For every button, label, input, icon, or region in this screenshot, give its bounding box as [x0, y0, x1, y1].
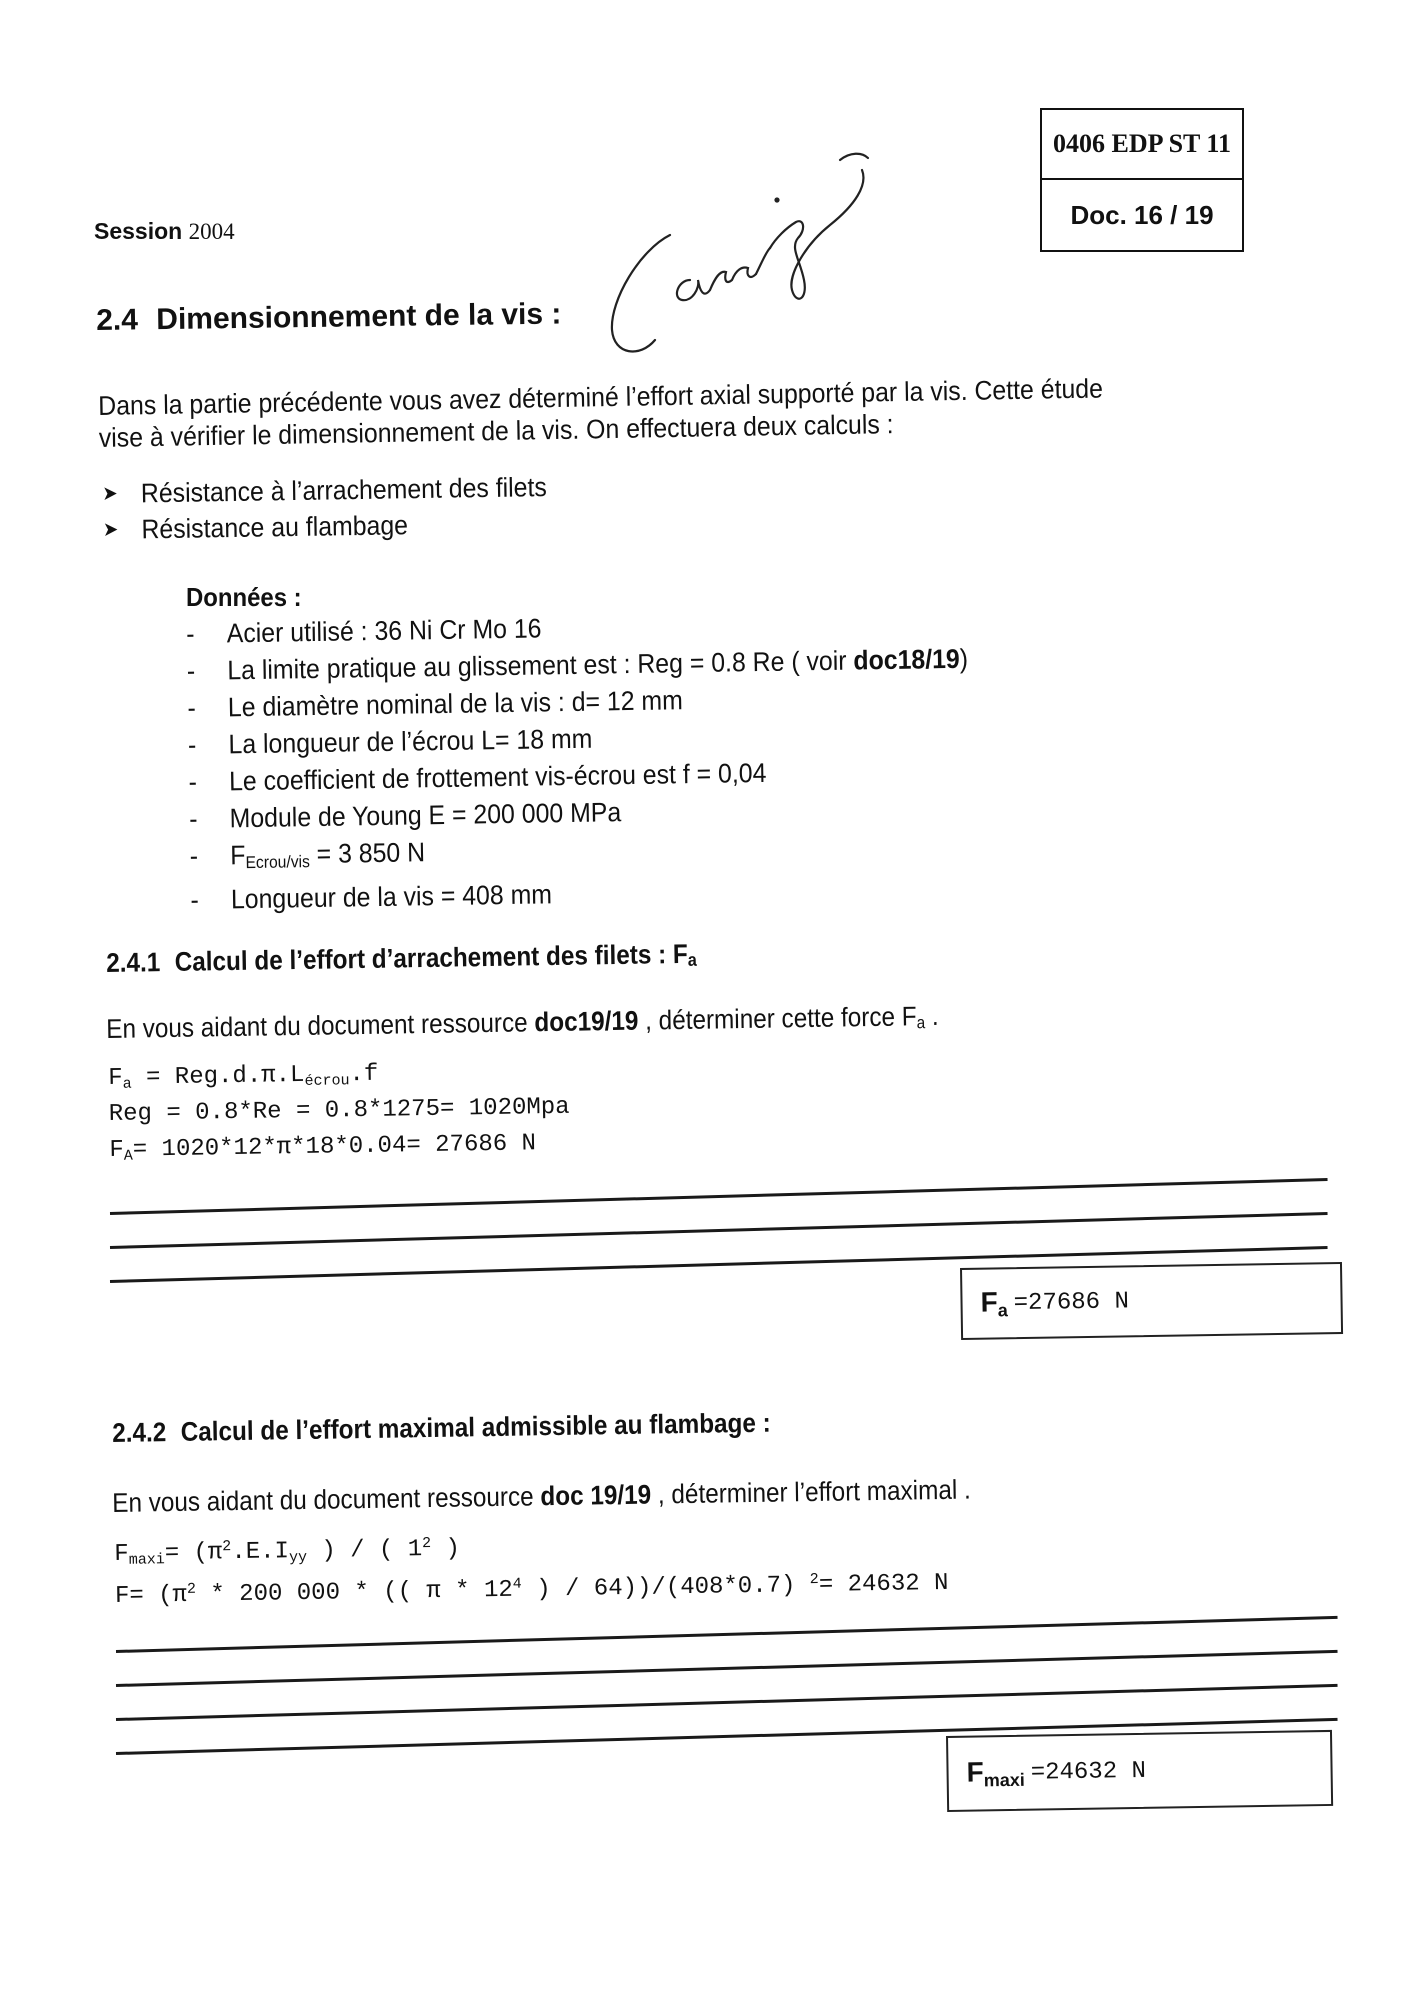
calc-text: F — [108, 1064, 123, 1092]
subsection-heading-2-4-1 — [106, 939, 697, 980]
item-text: Le coefficient de frottement vis-écrou est f = 0,04 — [228, 757, 767, 797]
handwritten-corrige-icon — [600, 130, 880, 360]
donnees-title: Données : — [186, 582, 302, 612]
instruction-2-4-2 — [112, 1475, 971, 1519]
instruction-text: En vous aidant du document ressource — [106, 1007, 535, 1044]
answer-line — [116, 1616, 1338, 1653]
list-item: - $F_{Ecrou/vis} = 3$ 850 N — [189, 837, 426, 873]
arrow-bullet-icon: ➤ — [102, 482, 118, 505]
title-subscript: a — [687, 949, 698, 970]
list-item: - Acier utilisé : 36 Ni Cr Mo 16 — [186, 604, 968, 653]
list-item: - La longueur de l’écrou L= 18 mm — [188, 715, 970, 764]
doc-reference: doc 19/19 — [540, 1479, 652, 1512]
instruction-text-after: , déterminer cette force F — [638, 1001, 917, 1036]
instruction-subscript: a — [916, 1013, 926, 1033]
session-text: Session — [94, 218, 183, 244]
calc-text: F= (π — [114, 1581, 188, 1610]
calc-sup: 2 — [421, 1535, 432, 1553]
calc-text: .E.I — [231, 1538, 290, 1567]
calc-sup: 2 — [186, 1580, 197, 1598]
doc-page-number: Doc. 16 / 19 — [1070, 199, 1214, 230]
calc-sub: yy — [288, 1548, 308, 1567]
force-subscript: Ecrou/vis — [245, 852, 311, 873]
result-label — [980, 1286, 1008, 1321]
calc-text: F — [109, 1136, 124, 1164]
calculation-2-4-2 — [114, 1521, 949, 1612]
item-text: = 3 850 N — [309, 837, 426, 870]
section-title: Dimensionnement de la vis : — [156, 297, 562, 337]
result-box-fa — [960, 1262, 1343, 1340]
calc-sup: 2 — [809, 1570, 819, 1589]
document-reference-box — [1040, 108, 1244, 252]
intro-line-1: Dans la partie précédente vous avez déterminé l’effort axial supporté par la vis. Cette étude — [98, 373, 1104, 421]
bullet-text: Résistance à l’arrachement des filets — [140, 472, 548, 509]
instruction-text: En vous aidant du document ressource — [112, 1481, 541, 1518]
result-value: =27686 N — [1013, 1287, 1130, 1317]
calculation-list — [102, 469, 548, 548]
session-label — [94, 218, 235, 245]
item-text: Le diamètre nominal de la vis : d= 12 mm — [227, 685, 684, 723]
arrow-bullet-icon: ➤ — [102, 518, 119, 541]
subsection-number: 2.4.2 — [112, 1417, 167, 1448]
calc-text: = Reg.d.π.L — [131, 1061, 305, 1092]
subsection-title: Calcul de l’effort maximal admissible au flambage : — [180, 1407, 771, 1447]
answer-line — [110, 1212, 1328, 1249]
intro-line-2: vise à vérifier le dimensionnement de la vis. On effectuera deux calculs : — [98, 409, 894, 453]
calc-text: ) / 64))/(408*0.7) — [521, 1572, 811, 1604]
bullet-text: Résistance au flambage — [141, 510, 409, 545]
subsection-title: Calcul de l’effort d’arrachement des filets : F — [174, 938, 688, 977]
doc-reference: doc18/19 — [853, 643, 960, 676]
calc-sup: 2 — [222, 1538, 232, 1556]
calc-sub: A — [123, 1147, 134, 1165]
calc-sub: a — [122, 1075, 132, 1093]
subsection-heading-2-4-2 — [112, 1408, 771, 1449]
exam-code: 0406 EDP ST 11 — [1042, 110, 1242, 180]
list-item: - Module de Young E = 200 000 MPa — [189, 789, 971, 838]
list-item: - Longueur de la vis = 408 mm — [190, 870, 972, 919]
list-item: - Le diamètre nominal de la vis : d= 12 mm — [187, 678, 969, 727]
instruction-2-4-1 — [106, 1001, 939, 1046]
calc-text: ) / ( 1 — [306, 1536, 423, 1565]
calc-sub: maxi — [128, 1551, 165, 1569]
result-subscript: maxi — [983, 1769, 1025, 1790]
list-item: - Le coefficient de frottement vis-écrou est f = 0,04 — [188, 752, 970, 801]
session-year: 2004 — [188, 219, 235, 244]
calc-line — [109, 1129, 570, 1172]
calc-text: F — [114, 1540, 129, 1568]
list-item — [102, 469, 547, 512]
calc-text: * 200 000 * (( π * 12 — [195, 1576, 514, 1609]
item-text-after: ) — [959, 643, 969, 674]
doc-reference: doc19/19 — [534, 1005, 639, 1038]
item-text: Module de Young E = 200 000 MPa — [229, 797, 622, 834]
result-symbol: F — [966, 1755, 984, 1788]
item-text: La longueur de l’écrou L= 18 mm — [228, 723, 593, 760]
calc-text: = 24632 N — [818, 1569, 949, 1599]
calc-sub: écrou — [304, 1072, 350, 1090]
result-subscript: a — [997, 1299, 1008, 1320]
result-box-fmaxi — [946, 1730, 1333, 1812]
calc-text: = (π — [164, 1539, 223, 1568]
instruction-text-after: , déterminer l’effort maximal . — [650, 1474, 971, 1510]
section-heading — [96, 298, 562, 338]
force-symbol: F — [230, 840, 246, 871]
result-label — [966, 1755, 1025, 1791]
result-value: =24632 N — [1030, 1757, 1147, 1787]
calculation-2-4-1 — [108, 1057, 571, 1172]
intro-paragraph — [98, 370, 1240, 454]
item-text: Longueur de la vis = 408 mm — [230, 879, 553, 915]
section-number: 2.4 — [96, 303, 139, 337]
donnees-list — [186, 604, 972, 919]
item-text: Acier utilisé : 36 Ni Cr Mo 16 — [226, 613, 542, 649]
calc-line: Reg = 0.8*Re = 0.8*1275= 1020Mpa — [108, 1093, 570, 1128]
calc-text: ) — [430, 1535, 461, 1564]
item-text: La limite pratique au glissement est : Reg = 0.8 Re ( voir — [227, 645, 854, 686]
calc-sup: 4 — [512, 1575, 522, 1593]
list-item: - La limite pratique au glissement est : Reg = 0.8 Re ( voir doc18/19) — [186, 643, 969, 686]
result-symbol: F — [980, 1285, 998, 1318]
calc-text: = 1020*12*π*18*0.04= 27686 N — [132, 1130, 537, 1164]
answer-line — [110, 1178, 1328, 1215]
list-item — [103, 505, 548, 548]
answer-line — [116, 1650, 1338, 1687]
instruction-end: . — [924, 1000, 939, 1032]
answer-line — [116, 1684, 1338, 1721]
calc-text: .f — [349, 1060, 379, 1089]
subsection-number: 2.4.1 — [106, 947, 161, 978]
